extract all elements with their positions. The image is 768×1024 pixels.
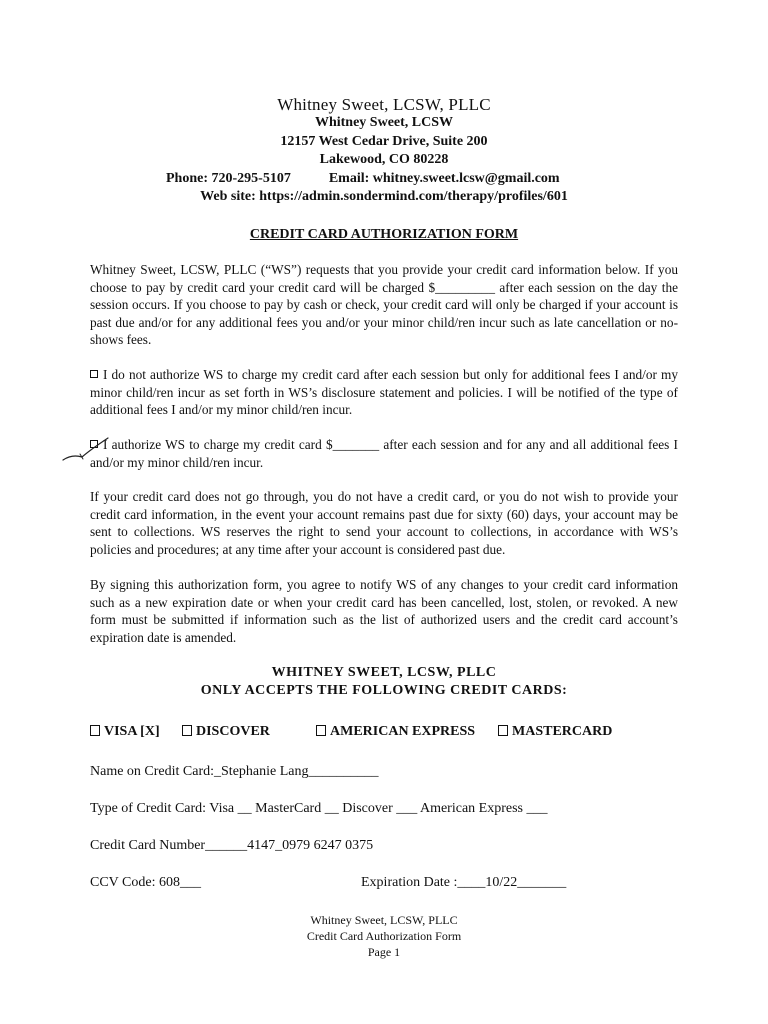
- handwritten-check-icon: [60, 432, 110, 472]
- option-each-session-text: I authorize WS to charge my credit card $_______ after each session and for any and all additional fees I and/or my minor child/ren incur.: [90, 437, 678, 470]
- checkbox-american-express[interactable]: [316, 725, 326, 736]
- name-on-card-field[interactable]: Name on Credit Card:_Stephanie Lang__________: [90, 764, 379, 779]
- ccv-field[interactable]: CCV Code: 608___: [90, 875, 201, 890]
- website-line: Web site: https://admin.sondermind.com/therapy/profiles/601: [200, 189, 568, 204]
- email-text: Email: whitney.sweet.lcsw@gmail.com: [328, 171, 560, 186]
- checkbox-discover[interactable]: [182, 725, 192, 736]
- card-number-field[interactable]: Credit Card Number______4147_0979 6247 0375: [90, 838, 374, 853]
- city-line: Lakewood, CO 80228: [319, 152, 449, 167]
- card-discover[interactable]: DISCOVER: [182, 724, 270, 740]
- option-each-session: [90, 436, 678, 471]
- checkbox-mastercard[interactable]: [498, 725, 508, 736]
- collections-paragraph: If your credit card does not go through, you do not have a credit card, or you do not wish to provide your credit card information, in the event your account remains past due for sixty (60) days, your account may be sent to collections. WS reserves the right to send your account to collections, in accordance with WS’s policies and procedures; at any time after your account is considered past due.: [90, 489, 678, 557]
- card-visa[interactable]: VISA [X]: [90, 724, 160, 740]
- card-american-express[interactable]: AMERICAN EXPRESS: [316, 724, 475, 740]
- option-fees-only-text: I do not authorize WS to charge my credit card after each session but only for additional fees I and/or my minor child/ren incur as set forth in WS’s disclosure statement and policies. I will be notified of the type of additional fees I and/or my minor child/ren incur.: [90, 367, 678, 417]
- expiration-field[interactable]: Expiration Date :____10/22_______: [361, 875, 567, 890]
- footer-page-number: Page 1: [367, 945, 401, 959]
- checkbox-visa[interactable]: [90, 725, 100, 736]
- accepts-line-1: WHITNEY SWEET, LCSW, PLLC: [271, 665, 497, 680]
- footer-firm: Whitney Sweet, LCSW, PLLC: [310, 913, 458, 927]
- card-type-field[interactable]: Type of Credit Card: Visa __ MasterCard __ Discover ___ American Express ___: [90, 801, 548, 816]
- street-address: 12157 West Cedar Drive, Suite 200: [280, 134, 488, 149]
- checkbox-fees-only[interactable]: [90, 370, 98, 378]
- form-title: CREDIT CARD AUTHORIZATION FORM: [249, 227, 519, 242]
- intro-paragraph: Whitney Sweet, LCSW, PLLC (“WS”) requests that you provide your credit card information below. If you choose to pay by credit card your credit card will be charged $_________ after each session on the day the session occurs. If you choose to pay by cash or check, your credit card will only be charged if your account is past due and/or for any additional fees you and/or your minor child/ren incur such as late cancellation or no-shows fees.: [90, 262, 678, 347]
- footer-form-name: Credit Card Authorization Form: [306, 929, 462, 943]
- accepts-line-2: ONLY ACCEPTS THE FOLLOWING CREDIT CARDS:: [200, 683, 568, 698]
- phone-text: Phone: 720-295-5107: [166, 171, 291, 186]
- clinician-name: Whitney Sweet, LCSW: [314, 115, 454, 130]
- contact-line: [166, 171, 560, 187]
- firm-title: Whitney Sweet, LCSW, PLLC: [277, 95, 491, 114]
- changes-paragraph: By signing this authorization form, you agree to notify WS of any changes to your credit card information such as a new expiration date or when your credit card has been cancelled, lost, stolen, or revoked. A new form must be submitted if information such as the list of authorized users and the credit card account’s expiration date is amended.: [90, 577, 678, 645]
- option-fees-only: [90, 366, 678, 419]
- card-mastercard[interactable]: MASTERCARD: [498, 724, 612, 740]
